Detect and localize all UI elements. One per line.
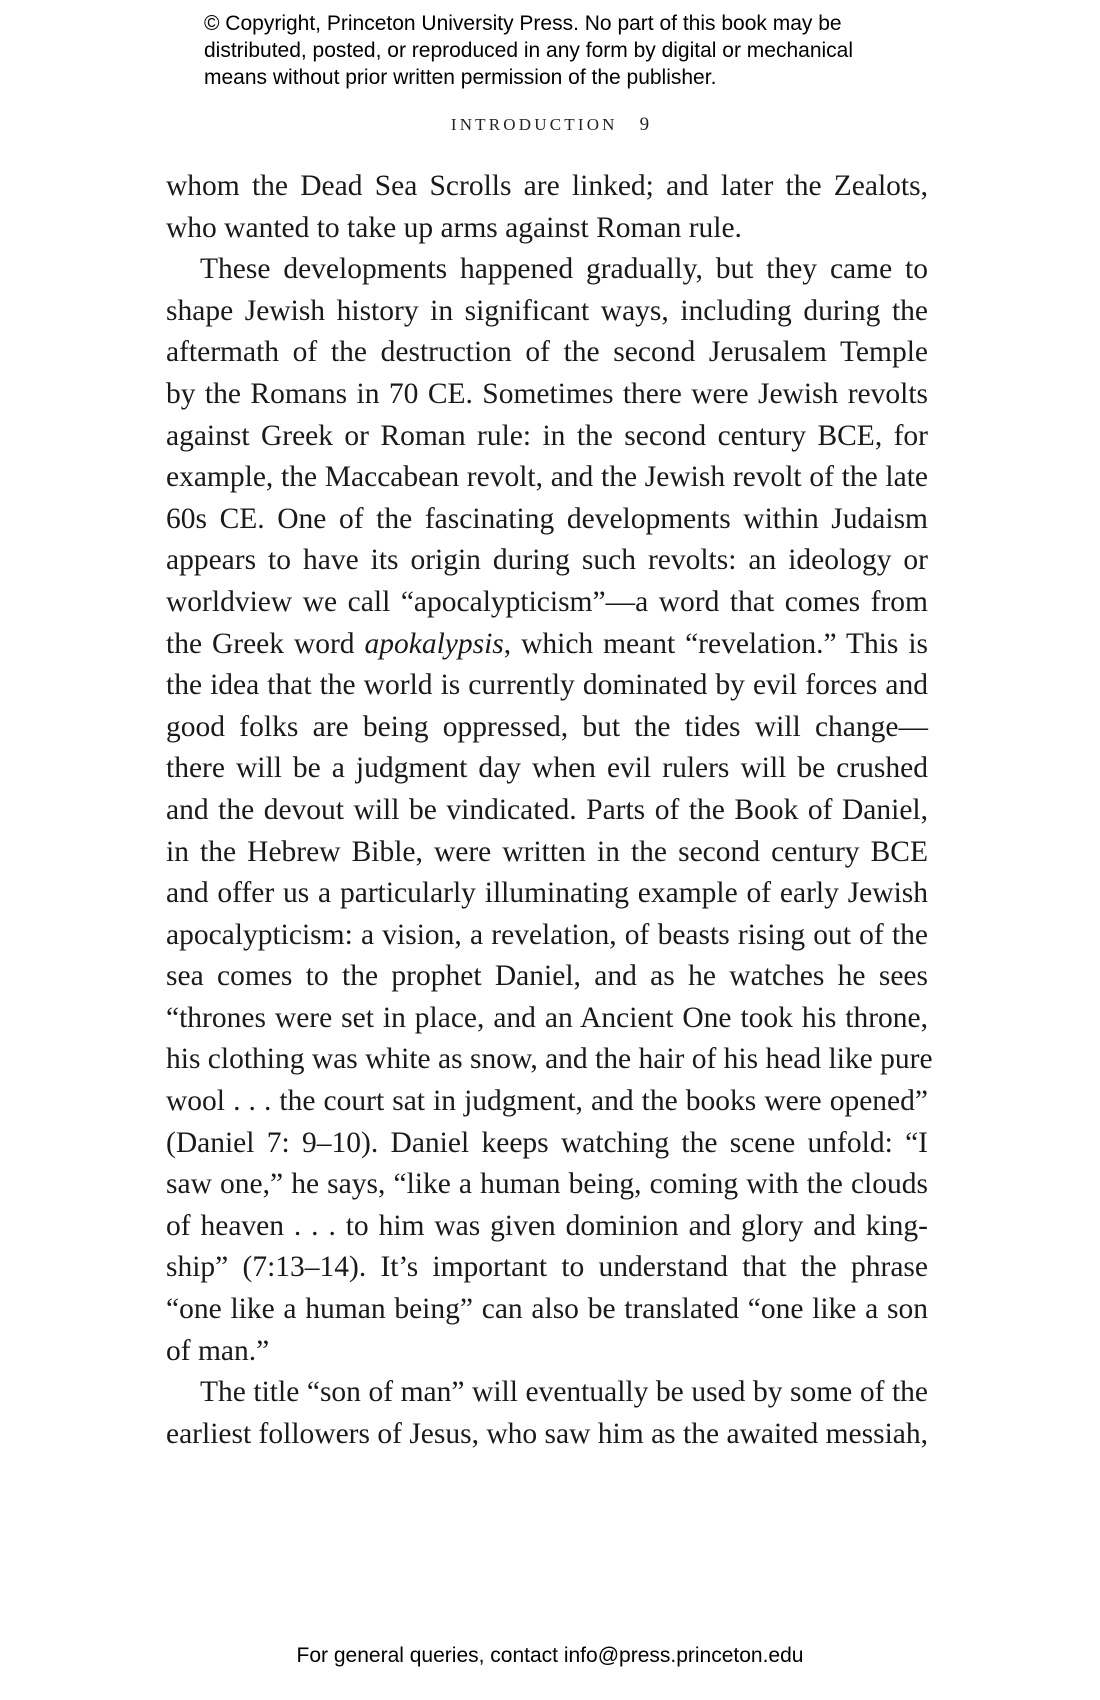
- text-line: aftermath of the destruction of the second Jerusalem Temple: [166, 336, 928, 369]
- copyright-line: means without prior written permission of the publisher.: [204, 66, 717, 89]
- text-line: and offer us a particularly illuminating example of early Jewish: [166, 877, 928, 910]
- italic-term: apokalypsis: [364, 627, 504, 660]
- text-line: earliest followers of Jesus, who saw him as the awaited messiah,: [166, 1417, 928, 1450]
- text-line: sea comes to the prophet Daniel, and as he watches he sees: [166, 960, 928, 993]
- text-line: wool . . . the court sat in judgment, and the books were opened”: [166, 1085, 928, 1118]
- text-line: whom the Dead Sea Scrolls are linked; and later the Zealots,: [166, 170, 928, 202]
- copyright-notice: [204, 10, 964, 91]
- text-line: saw one,” he says, “like a human being, coming with the clouds: [166, 1168, 928, 1201]
- text-line: shape Jewish history in significant ways, including during the: [166, 294, 928, 327]
- text-line: by the Romans in 70 CE. Sometimes there were Jewish revolts: [166, 377, 928, 410]
- text-line: apocalypticism: a vision, a revelation, of beasts rising out of the: [166, 918, 928, 951]
- text-line: the idea that the world is currently dominated by evil forces and: [166, 669, 928, 702]
- text-line: “one like a human being” can also be translated “one like a son: [166, 1293, 928, 1326]
- running-head-section: INTRODUCTION: [450, 115, 618, 134]
- text-line: who wanted to take up arms against Roman rule.: [166, 211, 742, 244]
- text-line: of man.”: [166, 1334, 270, 1367]
- text-line: his clothing was white as snow, and the hair of his head like pure: [166, 1043, 933, 1076]
- page-number: 9: [639, 114, 650, 135]
- copyright-line: distributed, posted, or reproduced in any form by digital or mechanical: [204, 39, 854, 62]
- text-segment: the Greek word: [166, 627, 365, 660]
- text-line: worldview we call “apocalypticism”—a word that comes from: [166, 585, 928, 618]
- text-line: “thrones were set in place, and an Ancient One took his throne,: [166, 1001, 928, 1034]
- text-line: good folks are being oppressed, but the tides will change—: [166, 710, 928, 743]
- running-head: [0, 114, 1100, 136]
- text-line: appears to have its origin during such revolts: an ideology or: [166, 544, 928, 577]
- text-segment: , which meant “revelation.” This is: [503, 627, 928, 660]
- text-line: (Daniel 7: 9–10). Daniel keeps watching the scene unfold: “I: [166, 1126, 928, 1159]
- text-line: The title “son of man” will eventually be used by some of the: [200, 1376, 928, 1409]
- text-line: in the Hebrew Bible, were written in the second century BCE: [166, 835, 928, 868]
- text-line: 60s CE. One of the fascinating developments within Judaism: [166, 502, 928, 535]
- text-line: These developments happened gradually, but they came to: [200, 253, 928, 286]
- text-line: against Greek or Roman rule: in the second century BCE, for: [166, 419, 928, 452]
- footer-contact: For general queries, contact info@press.princeton.edu: [296, 1644, 804, 1667]
- text-line: and the devout will be vindicated. Parts of the Book of Daniel,: [166, 793, 928, 826]
- text-line: there will be a judgment day when evil rulers will be crushed: [166, 752, 928, 785]
- text-line: [166, 624, 928, 666]
- text-line: example, the Maccabean revolt, and the Jewish revolt of the late: [166, 461, 928, 494]
- text-line: ship” (7:13–14). It’s important to understand that the phrase: [166, 1251, 928, 1284]
- copyright-line: © Copyright, Princeton University Press. No part of this book may be: [204, 12, 842, 35]
- text-line: of heaven . . . to him was given dominion and glory and king-: [166, 1209, 928, 1242]
- body-text: [166, 166, 933, 1455]
